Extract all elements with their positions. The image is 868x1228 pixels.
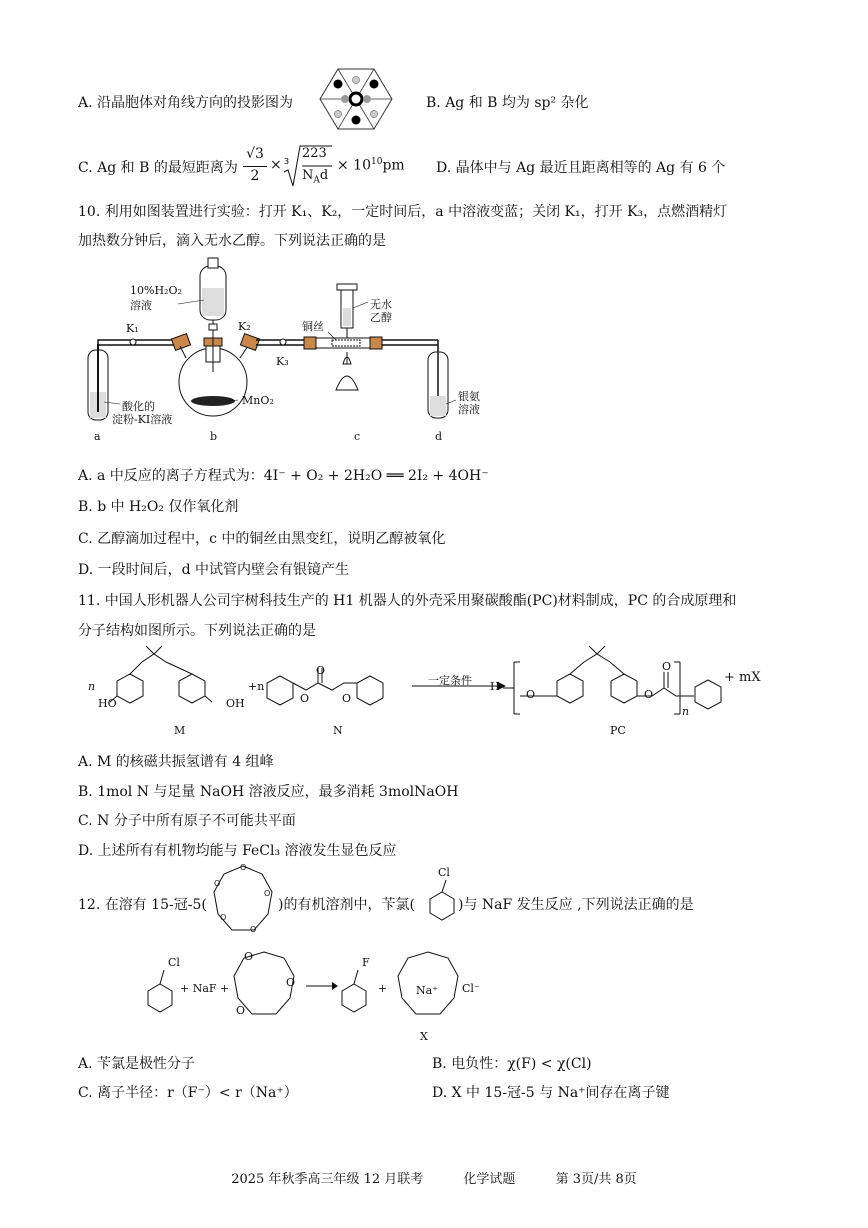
- fig-ethanol-label-2: 乙醇: [370, 311, 392, 324]
- q11-label-m: M: [174, 724, 186, 737]
- q12-crown-o1: O: [244, 950, 254, 963]
- fig-k2-label: K₂: [238, 320, 251, 333]
- fig-label-d: d: [435, 430, 443, 443]
- q9-option-b: B. Ag 和 B 均为 sp² 杂化: [426, 95, 589, 111]
- q9-c-rad-den: $N_Ad$: [302, 168, 329, 186]
- q11-option-c: C. N 分子中所有原子不可能共平面: [78, 813, 296, 829]
- q9-option-a: A. 沿晶胞体对角线方向的投影图为: [78, 95, 294, 111]
- fig-ethanol-label-1: 无水: [370, 298, 392, 311]
- q12-option-c: C. 离子半径：r（F⁻）< r（Na⁺）: [78, 1085, 298, 1101]
- svg-text:O: O: [214, 879, 221, 888]
- q11-pc-o1: O: [526, 688, 536, 701]
- svg-text:O: O: [220, 913, 227, 922]
- q9-c-rad-num: 223: [302, 146, 327, 161]
- q10-stem-line2: 加热数分钟后，滴入无水乙醇。下列说法正确的是: [78, 233, 386, 249]
- fig-k1-label: K₁: [126, 322, 139, 335]
- q11-option-b: B. 1mol N 与足量 NaOH 溶液反应，最多消耗 3molNaOH: [78, 784, 459, 800]
- fig-silver-label-1: 银氨: [458, 390, 480, 403]
- fig-label-c: c: [354, 430, 361, 443]
- fig-k3-label: K₃: [276, 355, 289, 368]
- q11-n-o3: O: [342, 692, 352, 705]
- crown-ether-small: [210, 862, 276, 938]
- q11-option-a: A. M 的核磁共振氢谱有 4 组峰: [78, 754, 274, 770]
- q11-pc-o3: O: [662, 660, 672, 673]
- footer-exam: 2025 年秋季高三年级 12 月联考: [231, 1172, 424, 1187]
- q11-n-o1: O: [300, 692, 310, 705]
- q11-oh: OH: [226, 697, 245, 710]
- fig-acid-label-2: 淀粉-KI溶液: [112, 413, 173, 426]
- q11-n-o2: O: [316, 664, 326, 677]
- projection-diagram: [318, 66, 394, 132]
- svg-text:O: O: [264, 889, 271, 898]
- fig-silver-label-2: 溶液: [458, 403, 480, 416]
- q11-pc-o2: O: [644, 688, 654, 701]
- q11-label-n: N: [333, 724, 343, 737]
- q12-crown-o2: O: [286, 976, 296, 989]
- q11-n-coef: n: [88, 680, 96, 693]
- q11-condition: 一定条件: [428, 674, 472, 687]
- svg-text:3: 3: [284, 157, 290, 166]
- q11-n-subscript: n: [682, 705, 690, 718]
- q12-stem-b: )的有机溶剂中，苄氯(: [278, 897, 415, 913]
- q10-stem-line1: 10. 利用如图装置进行实验：打开 K₁、K₂，一定时间后，a 中溶液变蓝；关闭 K₁，打开 K₃，点燃酒精灯: [78, 204, 728, 220]
- q9-option-c-prefix: C. Ag 和 B 的最短距离为: [78, 160, 238, 176]
- page-footer: [0, 1168, 868, 1187]
- q12-option-b: B. 电负性：χ(F) < χ(Cl): [432, 1056, 592, 1072]
- q11-plus-mx: + mX: [724, 670, 761, 685]
- fig-mno2-label: MnO₂: [242, 394, 274, 407]
- q12-fig-cl: Cl: [168, 956, 180, 969]
- q9-c-frac-num: √3: [246, 146, 264, 162]
- fig-label-b: b: [210, 430, 218, 443]
- q12-crown-o3: O: [236, 1004, 246, 1017]
- q11-label-pc: PC: [610, 724, 626, 737]
- q12-fig-na: Na⁺: [416, 984, 438, 997]
- q11-option-d: D. 上述所有有机物均能与 FeCl₃ 溶液发生显色反应: [78, 843, 397, 859]
- q9-c-frac-bar: [243, 166, 267, 167]
- q11-ho: HO: [98, 697, 117, 710]
- q11-stem-line1: 11. 中国人形机器人公司宇树科技生产的 H1 机器人的外壳采用聚碳酸酯(PC)材料制成，PC 的合成原理和: [78, 593, 737, 609]
- q12-stem-a: 12. 在溶有 15-冠-5(: [78, 897, 207, 913]
- fig-h2o2-label-2: 溶液: [130, 299, 152, 312]
- q10-option-d: D. 一段时间后，d 中试管内壁会有银镜产生: [78, 562, 350, 578]
- q12-option-a: A. 苄氯是极性分子: [78, 1056, 196, 1072]
- q12-stem-cl: Cl: [438, 866, 450, 879]
- q12-fig-naf-plus: + NaF +: [180, 982, 230, 995]
- fig-copper-label: 铜丝: [302, 320, 324, 333]
- q10-option-b: B. b 中 H₂O₂ 仅作氧化剂: [78, 499, 239, 515]
- q12-fig-plus: +: [378, 982, 388, 995]
- q9-option-d: D. 晶体中与 Ag 最近且距离相等的 Ag 有 6 个: [436, 160, 726, 176]
- q9-c-suffix: × $10^{10}pm$: [337, 157, 405, 174]
- svg-text:O: O: [250, 925, 257, 934]
- q11-plus-n: +n: [248, 680, 265, 693]
- footer-page-number: 第 3页/共 8页: [555, 1172, 637, 1187]
- q12-option-d: D. X 中 15-冠-5 与 Na⁺间存在离子键: [432, 1085, 670, 1101]
- q11-h: H: [490, 680, 500, 693]
- fig-label-a: a: [94, 430, 101, 443]
- footer-subject: 化学试题: [463, 1172, 516, 1187]
- svg-text:O: O: [240, 863, 247, 872]
- q9-c-frac-den: 2: [250, 168, 260, 184]
- q12-fig-cl-minus: Cl⁻: [462, 982, 480, 995]
- times-sign: ×: [270, 157, 282, 173]
- q12-fig-f: F: [362, 956, 370, 969]
- fig-acid-label-1: 酸化的: [122, 400, 155, 413]
- fig-h2o2-label: 10%H₂O₂: [130, 284, 182, 297]
- q12-stem-c: )与 NaF 发生反应 ,下列说法正确的是: [458, 897, 694, 913]
- q10-option-a: A. a 中反应的离子方程式为：4I⁻ + O₂ + 2H₂O ══ 2I₂ + 4OH⁻: [78, 468, 489, 484]
- q10-option-c: C. 乙醇滴加过程中，c 中的铜丝由黑变红，说明乙醇被氧化: [78, 531, 446, 547]
- q12-fig-x: X: [420, 1030, 428, 1043]
- q11-stem-line2: 分子结构如图所示。下列说法正确的是: [78, 623, 316, 639]
